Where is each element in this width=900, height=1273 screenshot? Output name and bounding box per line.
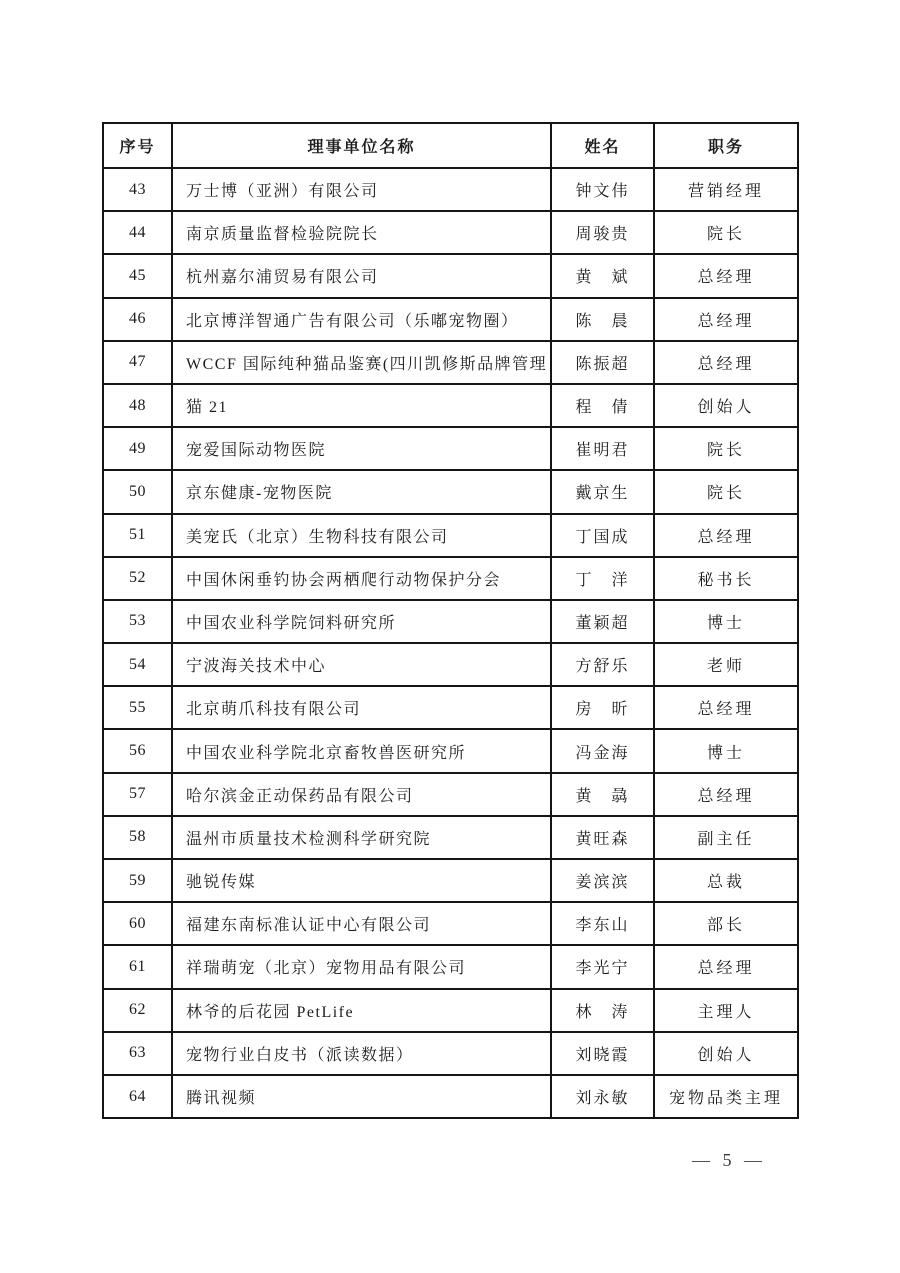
row-serial-number: 52 bbox=[103, 557, 172, 600]
row-org-name: 温州市质量技术检测科学研究院 bbox=[172, 816, 551, 859]
row-serial-number: 54 bbox=[103, 643, 172, 686]
table-body bbox=[103, 168, 798, 1118]
row-org-name: 中国农业科学院北京畜牧兽医研究所 bbox=[172, 729, 551, 772]
row-person-name: 李光宁 bbox=[551, 945, 654, 988]
row-job-title: 院长 bbox=[654, 427, 798, 470]
row-job-title: 博士 bbox=[654, 729, 798, 772]
row-person-name: 陈 晨 bbox=[551, 298, 654, 341]
table-row bbox=[103, 773, 798, 816]
table-row bbox=[103, 643, 798, 686]
table-row bbox=[103, 211, 798, 254]
table-row bbox=[103, 729, 798, 772]
header-job-title: 职务 bbox=[654, 123, 798, 168]
row-job-title: 宠物品类主理 bbox=[654, 1075, 798, 1118]
table-row bbox=[103, 298, 798, 341]
row-job-title: 总经理 bbox=[654, 514, 798, 557]
row-person-name: 丁国成 bbox=[551, 514, 654, 557]
row-org-name: 驰锐传媒 bbox=[172, 859, 551, 902]
row-job-title: 主理人 bbox=[654, 989, 798, 1032]
row-serial-number: 55 bbox=[103, 686, 172, 729]
row-serial-number: 59 bbox=[103, 859, 172, 902]
header-person-name: 姓名 bbox=[551, 123, 654, 168]
row-org-name: 福建东南标准认证中心有限公司 bbox=[172, 902, 551, 945]
row-org-name: 哈尔滨金正动保药品有限公司 bbox=[172, 773, 551, 816]
row-job-title: 秘书长 bbox=[654, 557, 798, 600]
row-org-name: 南京质量监督检验院院长 bbox=[172, 211, 551, 254]
row-person-name: 姜滨滨 bbox=[551, 859, 654, 902]
row-org-name: 京东健康-宠物医院 bbox=[172, 470, 551, 513]
row-serial-number: 57 bbox=[103, 773, 172, 816]
row-serial-number: 64 bbox=[103, 1075, 172, 1118]
table-row bbox=[103, 427, 798, 470]
row-org-name: 祥瑞萌宠（北京）宠物用品有限公司 bbox=[172, 945, 551, 988]
row-job-title: 总经理 bbox=[654, 341, 798, 384]
row-person-name: 黄旺森 bbox=[551, 816, 654, 859]
table-row bbox=[103, 816, 798, 859]
row-org-name: 腾讯视频 bbox=[172, 1075, 551, 1118]
table-row bbox=[103, 902, 798, 945]
row-person-name: 黄 骉 bbox=[551, 773, 654, 816]
row-person-name: 董颖超 bbox=[551, 600, 654, 643]
row-serial-number: 51 bbox=[103, 514, 172, 557]
row-org-name: 万士博（亚洲）有限公司 bbox=[172, 168, 551, 211]
table-row bbox=[103, 470, 798, 513]
row-person-name: 李东山 bbox=[551, 902, 654, 945]
row-person-name: 冯金海 bbox=[551, 729, 654, 772]
row-person-name: 丁 洋 bbox=[551, 557, 654, 600]
row-org-name: 猫 21 bbox=[172, 384, 551, 427]
row-person-name: 刘永敏 bbox=[551, 1075, 654, 1118]
row-serial-number: 49 bbox=[103, 427, 172, 470]
row-person-name: 戴京生 bbox=[551, 470, 654, 513]
row-person-name: 黄 斌 bbox=[551, 254, 654, 297]
header-org-name: 理事单位名称 bbox=[172, 123, 551, 168]
row-org-name: 美宠氏（北京）生物科技有限公司 bbox=[172, 514, 551, 557]
row-serial-number: 58 bbox=[103, 816, 172, 859]
row-person-name: 周骏贵 bbox=[551, 211, 654, 254]
row-org-name: 宠物行业白皮书（派读数据） bbox=[172, 1032, 551, 1075]
table-row bbox=[103, 945, 798, 988]
row-serial-number: 47 bbox=[103, 341, 172, 384]
row-org-name: 杭州嘉尔浦贸易有限公司 bbox=[172, 254, 551, 297]
row-person-name: 刘晓霞 bbox=[551, 1032, 654, 1075]
header-serial-number: 序号 bbox=[103, 123, 172, 168]
row-job-title: 总经理 bbox=[654, 254, 798, 297]
row-org-name: 北京萌爪科技有限公司 bbox=[172, 686, 551, 729]
table-row bbox=[103, 168, 798, 211]
row-person-name: 钟文伟 bbox=[551, 168, 654, 211]
table-row bbox=[103, 859, 798, 902]
council-members-table bbox=[102, 122, 799, 1119]
row-job-title: 副主任 bbox=[654, 816, 798, 859]
row-person-name: 陈振超 bbox=[551, 341, 654, 384]
row-job-title: 总经理 bbox=[654, 945, 798, 988]
row-org-name: 林爷的后花园 PetLife bbox=[172, 989, 551, 1032]
row-org-name: 中国农业科学院饲料研究所 bbox=[172, 600, 551, 643]
row-serial-number: 53 bbox=[103, 600, 172, 643]
table-row bbox=[103, 686, 798, 729]
row-person-name: 崔明君 bbox=[551, 427, 654, 470]
row-serial-number: 43 bbox=[103, 168, 172, 211]
row-job-title: 总经理 bbox=[654, 298, 798, 341]
row-org-name: 宠爱国际动物医院 bbox=[172, 427, 551, 470]
table-row bbox=[103, 254, 798, 297]
page-number: — 5 — bbox=[692, 1150, 766, 1170]
row-person-name: 方舒乐 bbox=[551, 643, 654, 686]
row-org-name: WCCF 国际纯种猫品鉴赛(四川凯修斯品牌管理 bbox=[172, 341, 551, 384]
row-person-name: 程 倩 bbox=[551, 384, 654, 427]
row-org-name: 中国休闲垂钓协会两栖爬行动物保护分会 bbox=[172, 557, 551, 600]
row-org-name: 宁波海关技术中心 bbox=[172, 643, 551, 686]
row-org-name: 北京博洋智通广告有限公司（乐嘟宠物圈） bbox=[172, 298, 551, 341]
row-job-title: 创始人 bbox=[654, 384, 798, 427]
row-serial-number: 46 bbox=[103, 298, 172, 341]
row-serial-number: 56 bbox=[103, 729, 172, 772]
row-person-name: 房 昕 bbox=[551, 686, 654, 729]
row-serial-number: 45 bbox=[103, 254, 172, 297]
row-serial-number: 61 bbox=[103, 945, 172, 988]
row-serial-number: 62 bbox=[103, 989, 172, 1032]
row-job-title: 营销经理 bbox=[654, 168, 798, 211]
row-serial-number: 44 bbox=[103, 211, 172, 254]
table-row bbox=[103, 557, 798, 600]
row-job-title: 博士 bbox=[654, 600, 798, 643]
row-serial-number: 60 bbox=[103, 902, 172, 945]
table-row bbox=[103, 600, 798, 643]
row-job-title: 总裁 bbox=[654, 859, 798, 902]
table-row bbox=[103, 1032, 798, 1075]
table-row bbox=[103, 989, 798, 1032]
table-header-row bbox=[103, 123, 798, 168]
row-serial-number: 48 bbox=[103, 384, 172, 427]
table-row bbox=[103, 384, 798, 427]
table-row bbox=[103, 341, 798, 384]
row-job-title: 老师 bbox=[654, 643, 798, 686]
row-job-title: 院长 bbox=[654, 211, 798, 254]
table-row bbox=[103, 1075, 798, 1118]
row-person-name: 林 涛 bbox=[551, 989, 654, 1032]
row-job-title: 总经理 bbox=[654, 773, 798, 816]
row-job-title: 创始人 bbox=[654, 1032, 798, 1075]
row-serial-number: 63 bbox=[103, 1032, 172, 1075]
row-serial-number: 50 bbox=[103, 470, 172, 513]
row-job-title: 院长 bbox=[654, 470, 798, 513]
row-job-title: 总经理 bbox=[654, 686, 798, 729]
table-row bbox=[103, 514, 798, 557]
row-job-title: 部长 bbox=[654, 902, 798, 945]
